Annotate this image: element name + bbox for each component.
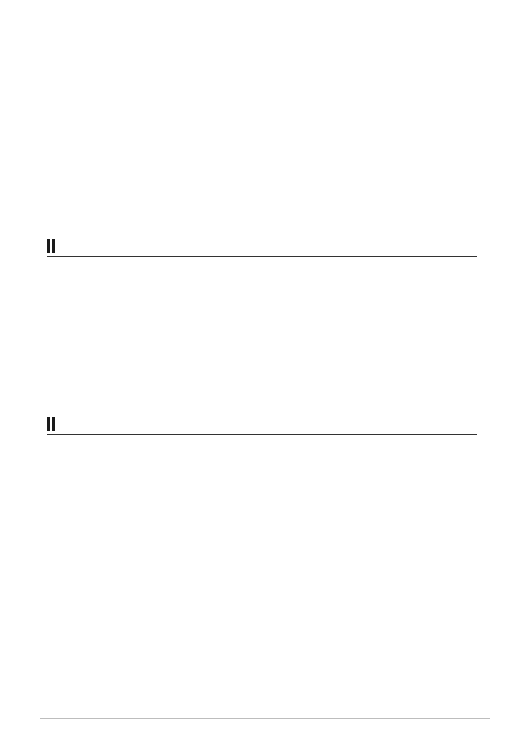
section-marker-icon [47,417,55,431]
footer-divider [40,718,490,719]
section-heading-view [47,236,477,257]
section-marker-icon [47,239,55,253]
section-heading-playback [47,414,477,435]
